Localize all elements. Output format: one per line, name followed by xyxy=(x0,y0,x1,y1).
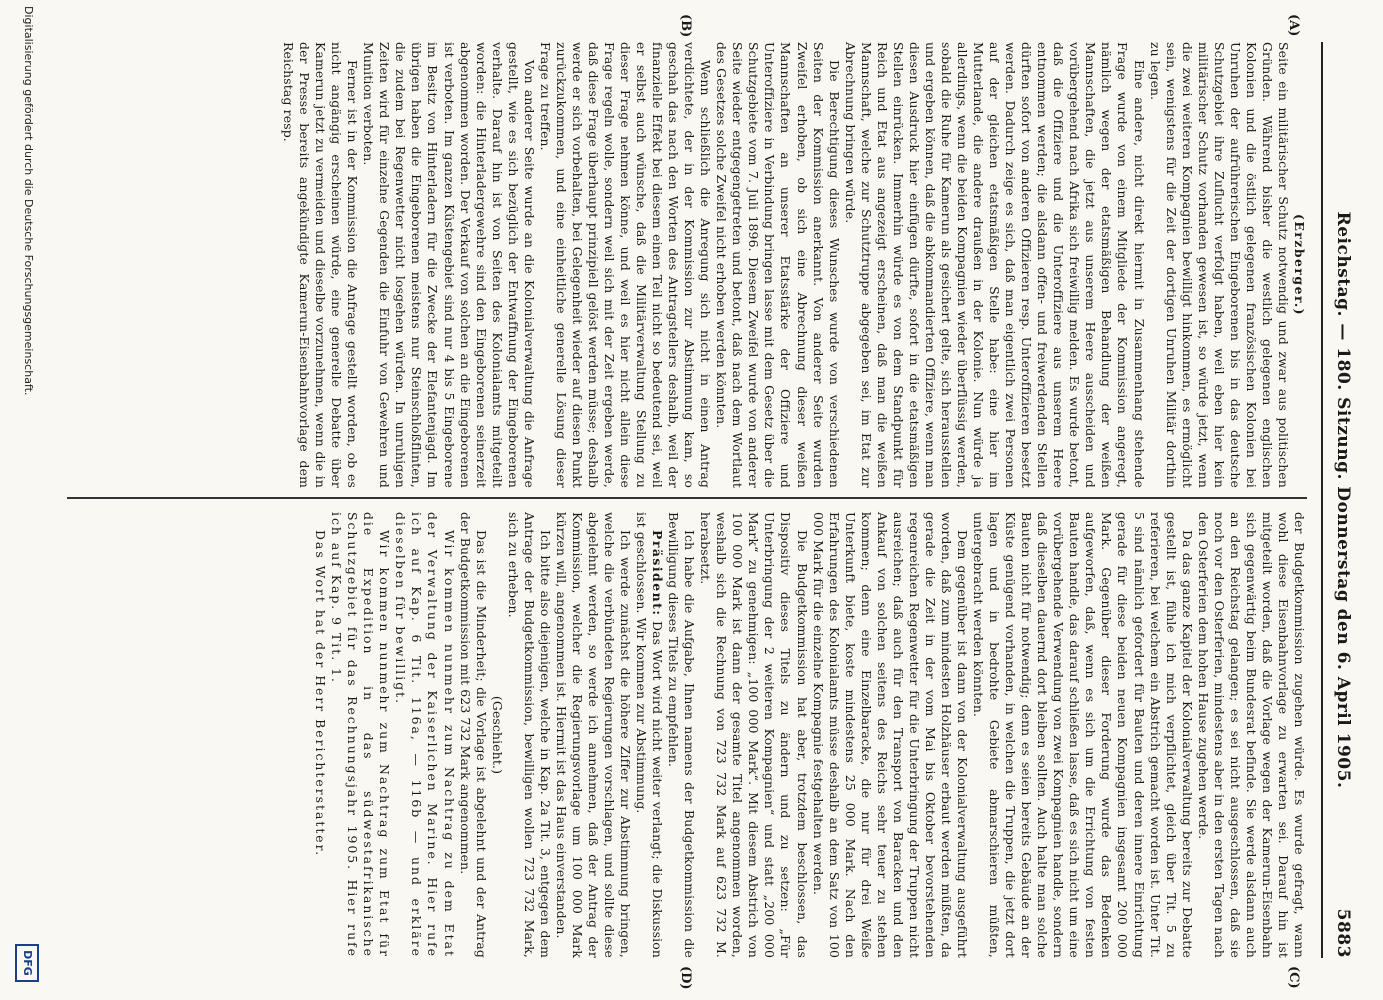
page-number: 5883 xyxy=(1333,908,1353,958)
paragraph: Dem gegenüber ist dann von der Kolonialverwaltung ausgeführt worden, daß zum mindesten Holzhäuser erbaut werden müßten, da gerade die Zeit in der vom Mai bis Oktober bevorstehenden regenreichen Regenwetter für die Unterbringung der Truppen nicht ausreichen; daß auch für den Transport von Baracken und den Ankauf von solchen seitens des Reichs sehr teuer zu stehen kommen; denn eine Einzelbaracke, die nur für drei Weiße Unterkunft biete, koste mindestens 25 000 Mark. Nach den Erfahrungen des Kolonialamts müsse deshalb an dem Satz von 100 000 Mark für die einzelne Kompagnie festgehalten werden. xyxy=(810,512,971,958)
paragraph: Eine andere, nicht direkt hiermit in Zusammenhang stehende Frage wurde von einem Mitgliede der Kommission angeregt, nämlich wegen der etatsmäßigen Behandlung der weißen Mannschaften, die jetzt aus unserem Heere ausscheiden und vorübergehend nach Afrika sich freiwillig melden. Es wurde betont, daß die Offiziere und die Unteroffiziere aus unserem Heere entnommen werden; die alsdann offen- und freiwerdenden Stellen dürften sofort von anderen Offizieren resp. Unteroffizieren besetzt werden. Dadurch zeige es sich, daß man eigentlich zwei Personen auf der gleichen etatsmäßigen Stelle habe: eine hier im Mutterlande, die andere draußen in der Kolonie. Nun würde ja allerdings, wenn die beiden Kompagnien wieder überflüssig werden, sobald die Ruhe für Kamerun als gesichert gelte, sich herausstellen und ergeben können, daß die abkommandierten Offiziere, wenn man diesen Ausdruck hier einfügen dürfte, sofort in die etatsmäßigen Stellen einrücken. Immerhin würde es von dem Standpunkt für Reich und Etat aus angezeigt erscheinen, daß man die weißen Mannschaft, welche zur Schutztruppe abgegeben sei, im Etat zur Abrechnung bringen würde. xyxy=(842,42,1147,488)
paragraph: Wenn schließlich die Anregung sich nicht in einen Antrag verdichtete, der in der Kommission zur Abstimmung kam, so geschah das nach den Worten des Antragstellers deshalb, weil der finanzielle Effekt bei diesem einen Teil nicht so bedeutend sei, weil er selbst auch wünsche, daß die Militärverwaltung Stellung zu dieser Frage nehmen könne, und weil es hier nicht allein diese Frage regeln wolle, sondern weil sich mit der Zeit ergeben werde, daß diese Frage überhaupt prinzipiell gelöst werden müsse; deshalb werde er sich vorbehalten, bei Gelegenheit wieder auf diesen Punkt zurückzukommen, und eine einheitliche generelle Lösung dieser Frage zu treffen. xyxy=(537,42,714,488)
dfg-logo: DFG xyxy=(15,944,39,982)
paragraph: Ich bitte also diejenigen, welche in Kap. 2a Tit. 3, entgegen dem Antrage der Budgetkommission, bewilligen wollen 723 732 Mark, sich zu erheben. xyxy=(505,512,553,958)
margin-marker-b: (B) xyxy=(678,14,693,38)
paragraph: Seite ein militärischer Schutz notwendig und zwar aus politischen Gründen. Während bisher die westlich gelegenen englischen Kolonien und die östlich gelegenen französischen Kolonien bei Unruhen der aufrührerischen Eingeborenen bis in das deutsche Schutzgebiet ihre Zuflucht verfolgt haben, weil eben hier kein militärischer Schutz vorhanden gewesen ist, so würde jetzt, wenn die zwei weiteren Kompagnien bewilligt hinkommen, es ermöglicht sein, wenigstens für die Zeit der dortigen Unruhen Militär dorthin zu legen. xyxy=(1147,42,1291,488)
interjection: (Geschieht.) xyxy=(489,695,505,775)
president-text: Das Wort wird nicht weiter verlangt; die Diskussion ist geschlossen. Wir kommen zur Abstimmung. xyxy=(634,512,666,958)
running-title: Reichstag. — 180. Sitzung. Donnerstag den 6. April 1905. xyxy=(1333,211,1353,789)
digitization-note: Digitalisierung gefördert durch die Deutsche Forschungsgemeinschaft. xyxy=(22,6,35,396)
paragraph: Ich werde zunächst die höhere Ziffer zur Abstimmung bringen, welche die verbündeten Regierungen vorschlagen, und sollte diese abgelehnt werden, so werde ich annehmen, daß der Antrag der Kommission, welcher die Regierungsvorlage um 100 000 Mark kürzen will, angenommen ist. Hiermit ist das Haus einverstanden. xyxy=(553,512,634,958)
paragraph: Das ist die Minderheit; die Vorlage ist abgelehnt und der Antrag der Budgetkommission mit 623 732 Mark angenommen. xyxy=(457,512,489,958)
speaker-tag: (Erzberger.) xyxy=(1292,213,1307,317)
page-header xyxy=(1323,42,1353,958)
paragraph: der Budgetkommission zugehen würde. Es wurde gefragt, wann wohl diese Eisenbahnvorlage zu erwarten sei. Darauf hin ist mitgeteilt worden, daß die Vorlage wegen der Kamerun-Eisenbahn sich gegenwärtig beim Bundesrat befinde. Sie werde alsdann auch an den Reichstag gelangen; es sei nicht ausgeschlossen, daß sie noch vor den Osterferien, mindestens aber in den ersten Tagen nach den Osterferien dem hohen Hause zugehen werde. xyxy=(1195,512,1307,958)
paragraph: Ich habe die Aufgabe, Ihnen namens der Budgetkommission die Bewilligung dieses Titels zu empfehlen. xyxy=(666,512,698,958)
closing-line: Das Wort hat der Herr Berichterstatter. xyxy=(313,530,329,858)
margin-marker-c: (C) xyxy=(1286,966,1301,989)
left-column xyxy=(280,42,1307,488)
margin-marker-a: (A) xyxy=(1286,14,1301,37)
president-speaker: Präsident: xyxy=(650,530,666,617)
paragraph: Da das ganze Kapitel der Kolonialverwaltung bereits zur Debatte gestellt ist, fühle ich mich verpflichtet, gleich über Tit. 5 zu referieren, bei welchem ein Abstrich gemacht worden ist. Unter Tit. 5 sind nämlich gefordert für Bauten und deren innere Einrichtung gerade für diese beiden neuen Kompagnien insgesamt 200 000 Mark. Gegenüber dieser Forderung wurde das Bedenken aufgeworfen, daß, wenn es sich um die Errichtung von festen Bauten handle, das darauf schließen lasse, daß es sich nicht um eine vorübergehende Verwendung von zwei Kompagnien handle, sondern daß dieselben dauernd dort bleiben sollten. Auch halte man solche Bauten nicht für notwendig; denn es seien bereits Gebäude an der Küste genügend vorhanden, in welchen die Truppen, die jetzt dort lagen und in bedrohte Gebiete abmarschieren müßten, untergebracht werden könnten. xyxy=(971,512,1195,958)
paragraph: Wir kommen nunmehr zum Nachtrag zum Etat für die Expedition in das südwestafrikanische Schutzgebiet für das Rechnungsjahr 1905. Hier rufe ich auf Kap. 9 Tit. 1. xyxy=(329,512,393,958)
header-rule xyxy=(1321,42,1323,958)
paragraph: Die Budgetkommission hat aber, trotzdem beschlossen, das Dispositiv dieses Titels zu ändern und zu setzen: „Für Unterbringung der 2 weiteren Kompagnien“ und statt „200 000 Mark“ zu genehmigen: „100 000 Mark“. Mit diesem Abstrich von 100 000 Mark ist dann der gesamte Titel angenommen worden, weshalb sich die Rechnung von 723 732 Mark auf 623 732 M. herabsetzt. xyxy=(698,512,810,958)
paragraph: Wir kommen nunmehr zum Nachtrag zu dem Etat der Verwaltung der Kaiserlichen Marine. Hier rufe ich auf Kap. 6 Tit. 116a, — 116b — und erkläre dieselben für bewilligt. xyxy=(393,512,457,958)
column-divider xyxy=(67,497,1307,499)
paragraph: Ferner ist in der Kommission die Anfrage gestellt worden, ob es nicht angängig erscheinen würde, eine generelle Debatte über Kamerun jetzt zu vermeiden und dieselbe vorzunehmen, wenn die in der Presse bereits angekündigte Kamerun-Eisenbahnvorlage dem Reichstag resp. xyxy=(281,42,361,488)
president-paragraph xyxy=(633,512,665,958)
paragraph: Die Berechtigung dieses Wunsches wurde von verschiedenen Seiten der Kommission anerkannt. Von anderer Seite wurden Zweifel erhoben, ob sich eine Abrechnung dieser weißen Mannschaften an unserer Etatsstärke der Offiziere und Unteroffiziere in Verbindung bringen lasse mit dem Gesetz über die Schutzgebiete vom 7. Juli 1896. Diesem Zweifel wurde von anderer Seite wieder entgegengetreten und betont, daß nach dem Wortlaut des Gesetzes solche Zweifel nicht erhoben werden könnten. xyxy=(714,42,842,488)
paragraph: Von anderer Seite wurde an die Kolonialverwaltung die Anfrage gestellt, wie es sich bezüglich der Entwaffnung der Eingeborenen verhalte. Darauf hin ist von Seiten des Kolonialamts mitgeteilt worden: die Hinterladergewehre sind den Eingeborenen seinerzeit abgenommen worden. Der Verkauf von solchen an die Eingeborenen ist verboten. Im ganzen Küstengebiet sind nur 4 bis 5 Eingeborene im Besitz von Hinterladern für die Zwecke der Elefantenjagd. Im übrigen haben die Eingeborenen meistens nur Steinschloßflinten, die zudem bei Regenwetter nicht losgehen würden. In unruhigen Zeiten wird für einzelne Gegenden die Einfuhr von Gewehren und Munition verboten. xyxy=(361,42,537,488)
right-column xyxy=(312,512,1307,958)
margin-marker-d: (D) xyxy=(678,966,693,990)
page-footer xyxy=(11,0,41,1000)
